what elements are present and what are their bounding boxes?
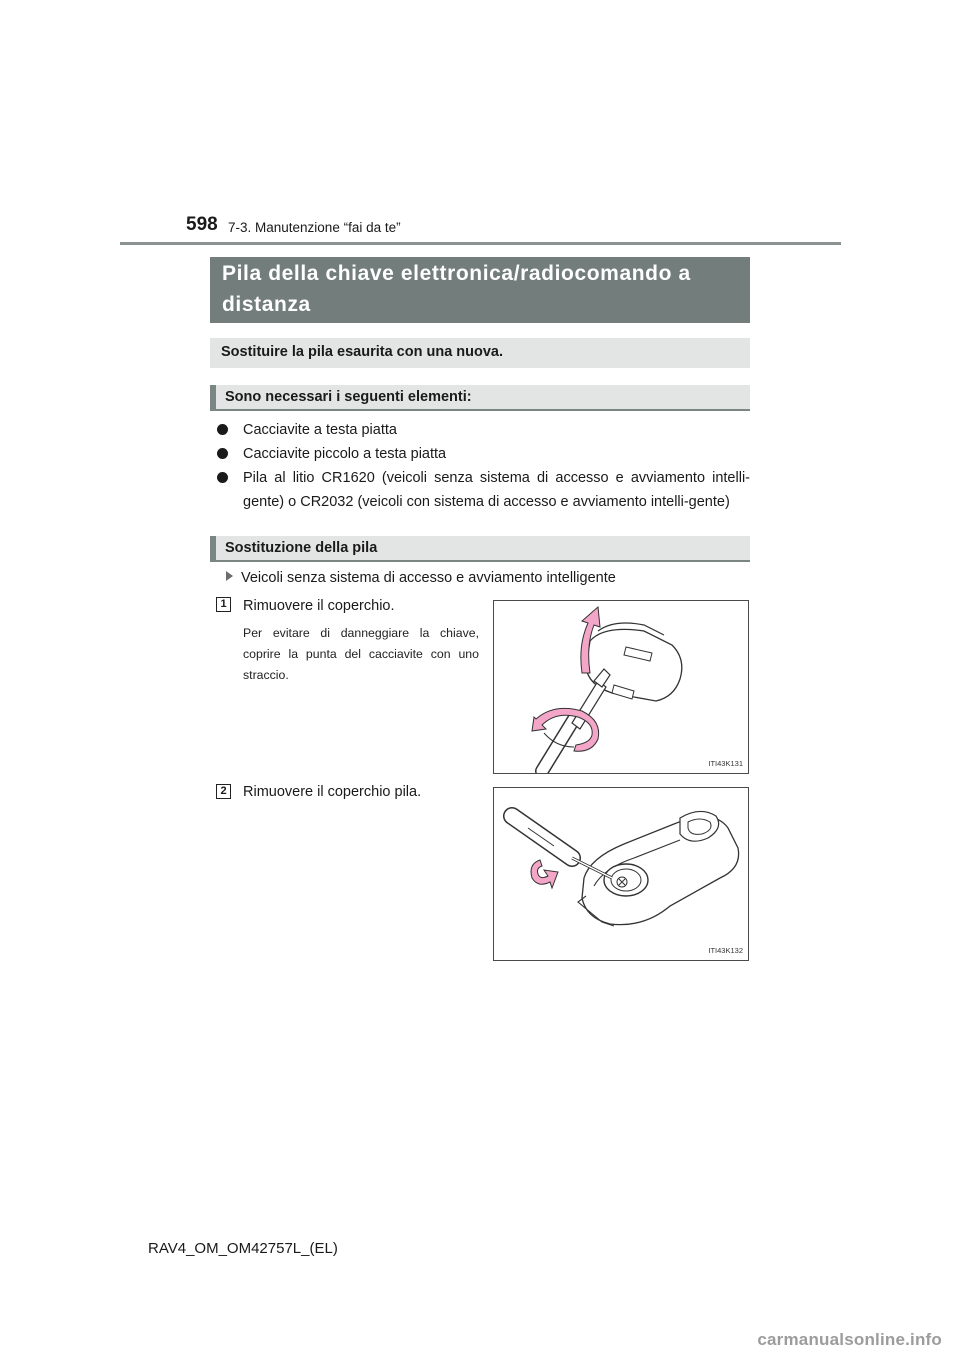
list-item xyxy=(217,418,750,442)
intro-banner: Sostituire la pila esaurita con una nuova. xyxy=(210,338,750,368)
list-item-text: Pila al litio CR1620 (veicoli senza sistema di accesso e avviamento intelli-gente) o CR2032 (veicoli con sistema di accesso e avviamento intelli-gente) xyxy=(243,470,750,510)
step-2-text: Rimuovere il coperchio pila. xyxy=(243,784,422,800)
figure-code: ITI43K132 xyxy=(708,946,743,955)
triangle-bullet-icon xyxy=(226,571,233,581)
bullet-icon xyxy=(217,472,228,483)
vehicle-case-text: Veicoli senza sistema di accesso e avviamento intelligente xyxy=(241,570,616,586)
list-item xyxy=(217,466,750,514)
requirements-heading: Sono necessari i seguenti elementi: xyxy=(210,385,750,411)
figure-remove-battery-cover xyxy=(493,787,749,961)
section-breadcrumb: 7-3. Manutenzione “fai da te” xyxy=(228,220,401,235)
step-1-number: 1 xyxy=(216,597,231,612)
title-line-1: Pila della chiave elettronica/radiocomando a xyxy=(222,262,691,285)
replacement-heading: Sostituzione della pila xyxy=(210,536,750,562)
title-line-2: distanza xyxy=(222,293,311,316)
header-rule xyxy=(120,242,841,245)
figure-remove-cover xyxy=(493,600,749,774)
list-item-text: Cacciavite piccolo a testa piatta xyxy=(243,446,447,462)
bullet-icon xyxy=(217,448,228,459)
step-1-text: Rimuovere il coperchio. xyxy=(243,598,395,614)
key-cover-illustration xyxy=(494,601,748,773)
list-item-text: Cacciavite a testa piatta xyxy=(243,422,397,438)
step-1-note: Per evitare di danneggiare la chiave, coprire la punta del cacciavite con uno straccio. xyxy=(243,626,479,682)
document-code: RAV4_OM_OM42757L_(EL) xyxy=(148,1240,338,1257)
bullet-icon xyxy=(217,424,228,435)
requirements-list xyxy=(217,418,750,514)
list-item xyxy=(217,442,750,466)
section-title xyxy=(210,257,750,323)
page-number: 598 xyxy=(186,214,218,235)
figure-code: ITI43K131 xyxy=(708,759,743,768)
battery-cover-illustration xyxy=(494,788,748,960)
vehicle-case-note xyxy=(226,570,616,586)
step-2-number: 2 xyxy=(216,784,231,799)
watermark: carmanualsonline.info xyxy=(757,1330,942,1349)
